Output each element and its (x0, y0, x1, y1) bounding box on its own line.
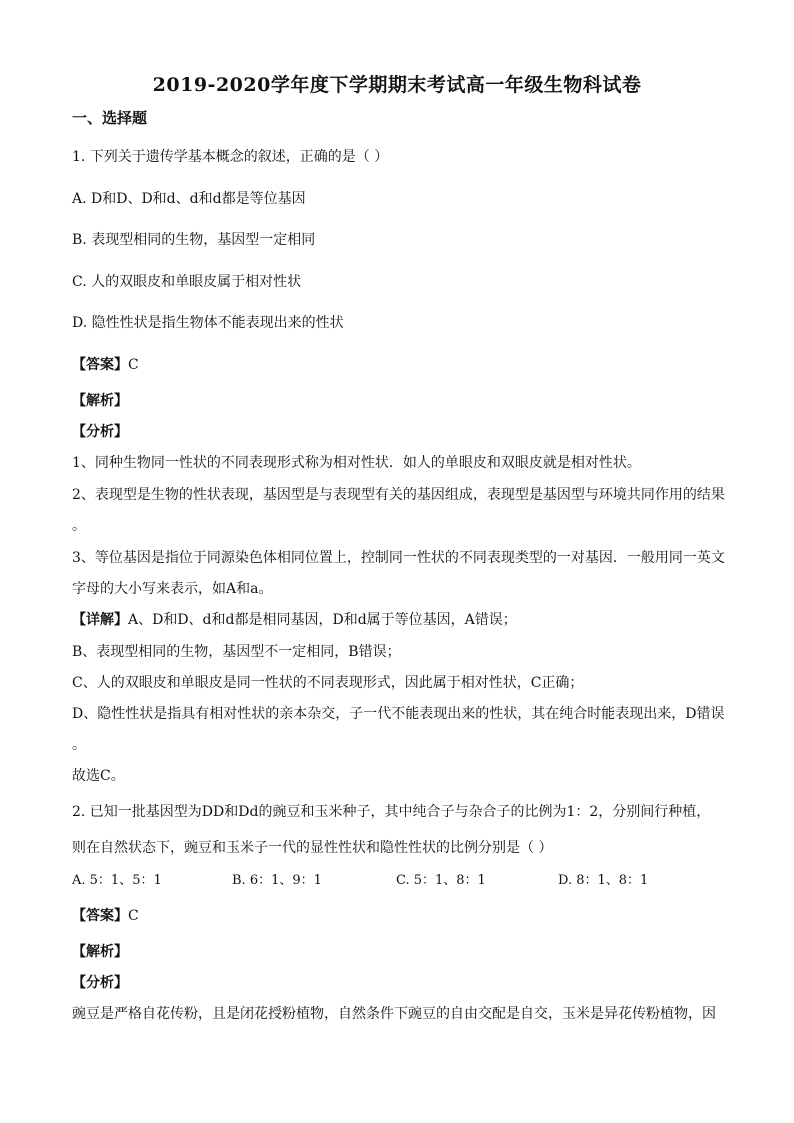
detail-text-a: A、D和D、d和d都是相同基因，D和d属于等位基因，A错误； (128, 612, 517, 628)
question-2-analysis-paragraph-1: 豌豆是严格自花传粉，且是闭花授粉植物，自然条件下豌豆的自由交配是自交，玉米是异花传粉植物，因 (72, 1006, 716, 1022)
question-2-option-a: A. 5：1、5：1 (72, 873, 162, 888)
fenxi-tag: 【分析】 (72, 424, 128, 440)
analysis-paragraph-2: 2、表现型是生物的性状表现，基因型是与表现型有关的基因组成，表现型是基因型与环境共同作用的结果 (72, 487, 725, 503)
question-1-option-a: A. D和D、D和d、d和d都是等位基因 (72, 191, 306, 207)
analysis-paragraph-3: 3、等位基因是指位于同源染色体相同位置上，控制同一性状的不同表现类型的一对基因．一般用同一英文 (72, 550, 725, 566)
answer-value: C (128, 908, 139, 924)
page-title: 2019-2020学年度下学期期末考试高一年级生物科试卷 (152, 74, 642, 96)
answer-tag: 【答案】 (72, 908, 128, 924)
question-1-option-b: B. 表现型相同的生物，基因型一定相同 (72, 232, 316, 248)
analysis-tag: 【解析】 (72, 393, 128, 409)
detail-line-c: C、人的双眼皮和单眼皮是同一性状的不同表现形式，因此属于相对性状，C正确； (72, 675, 584, 691)
question-2-stem-line-2: 则在自然状态下，豌豆和玉米子一代的显性性状和隐性性状的比例分别是（ ） (72, 840, 553, 856)
detail-tag: 【详解】 (72, 612, 128, 628)
detail-line-d: D、隐性性状是指具有相对性状的亲本杂交，子一代不能表现出来的性状，其在纯合时能表现出来，D错误 (72, 706, 725, 722)
question-2-option-d: D. 8：1、8：1 (558, 873, 649, 888)
detail-line-b: B、表现型相同的生物，基因型不一定相同，B错误； (72, 644, 401, 660)
question-1-option-d: D. 隐性性状是指生物体不能表现出来的性状 (72, 315, 344, 331)
analysis-paragraph-3-end: 字母的大小写来表示，如A和a。 (72, 581, 273, 597)
section-heading: 一、选择题 (72, 109, 148, 127)
analysis-paragraph-1: 1、同种生物同一性状的不同表现形式称为相对性状．如人的单眼皮和双眼皮就是相对性状。 (72, 455, 641, 471)
question-1-answer (72, 354, 732, 374)
analysis-paragraph-2-end: 。 (72, 518, 86, 534)
question-1-stem: 1. 下列关于遗传学基本概念的叙述，正确的是（ ） (72, 149, 389, 165)
question-2-option-c: C. 5：1、8：1 (396, 873, 486, 888)
fenxi-tag: 【分析】 (72, 975, 128, 991)
answer-tag: 【答案】 (72, 357, 128, 373)
question-2-option-b: B. 6：1、9：1 (232, 873, 322, 888)
question-2-answer (72, 905, 732, 925)
question-2-stem-line-1: 2. 已知一批基因型为DD和Dd的豌豆和玉米种子，其中纯合子与杂合子的比例为1：2，分别间行种植， (72, 804, 711, 820)
analysis-tag: 【解析】 (72, 944, 128, 960)
detail-line-d-end: 。 (72, 737, 86, 753)
question-1-option-c: C. 人的双眼皮和单眼皮属于相对性状 (72, 274, 302, 290)
detail-line-a (72, 609, 732, 629)
answer-value: C (128, 357, 139, 373)
conclusion: 故选C。 (72, 768, 125, 784)
